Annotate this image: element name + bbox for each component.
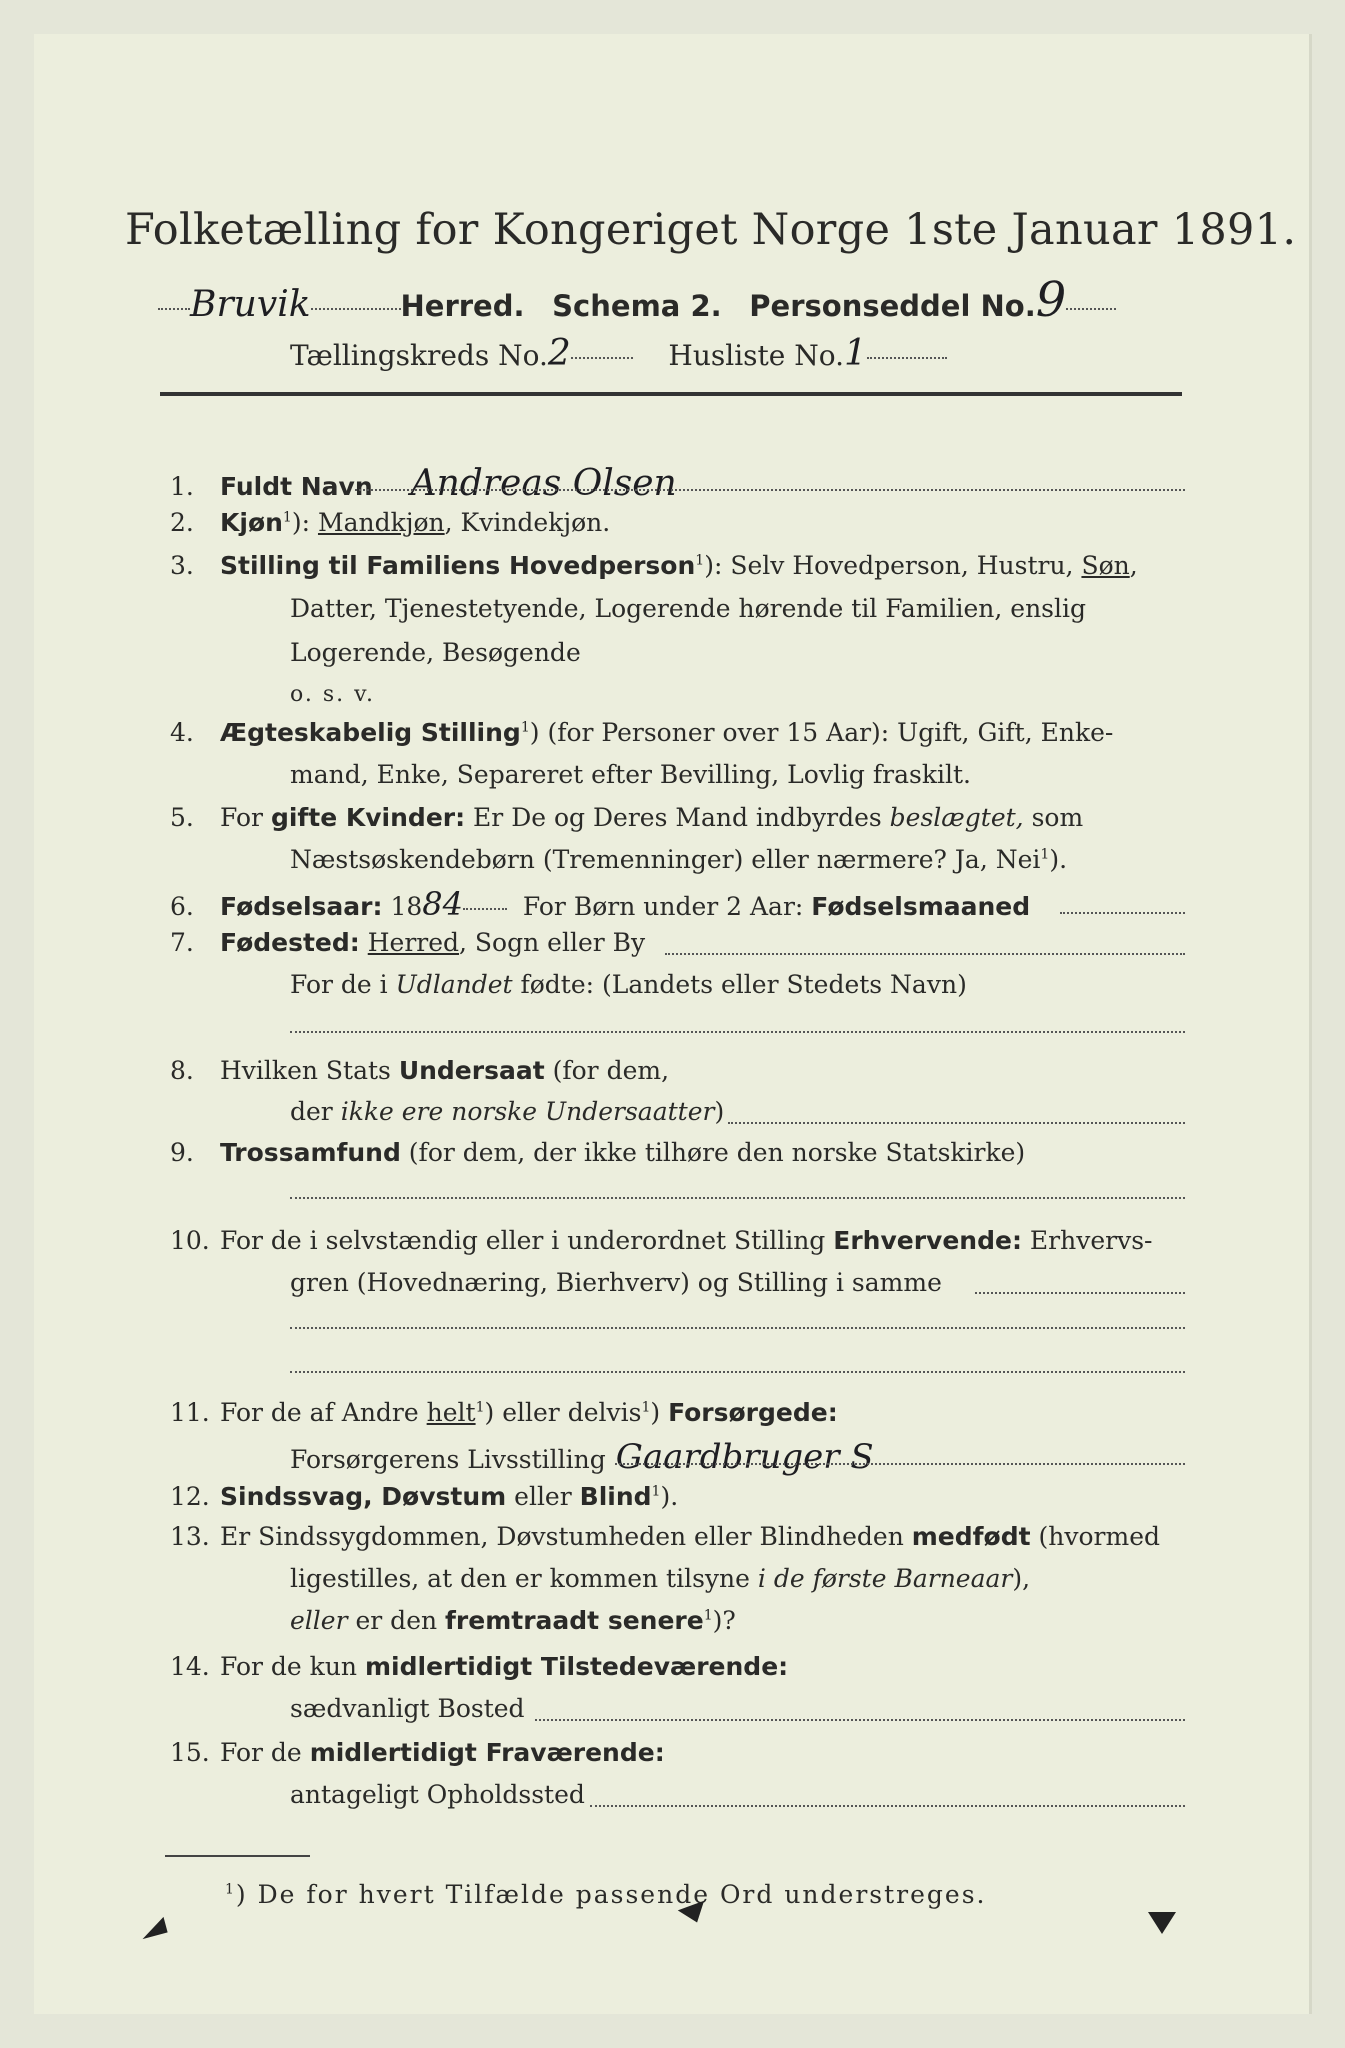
header-line-herred — [158, 272, 1116, 328]
q9-row: 9. Trossamfund (for dem, der ikke tilhøre den norske Statskirke) — [170, 1138, 1026, 1167]
q13-line3: eller er den fremtraadt senere$^1$)? — [290, 1606, 736, 1635]
corner-mark-right-icon — [1148, 1912, 1176, 1934]
q13-label: medfødt — [911, 1522, 1031, 1551]
header-line-kreds — [290, 333, 947, 374]
q1-row: 1. Fuldt Navn Andreas Olsen — [170, 463, 677, 504]
q13-line2: ligestilles, at den er kommen tilsyne i de første Barneaar), — [290, 1564, 1031, 1593]
personseddel-label: Personseddel No. — [749, 289, 1036, 323]
q14-row: 14. For de kun midlertidigt Tilstedeværende: — [170, 1652, 789, 1681]
q3-row: 3. Stilling til Familiens Hovedperson$^1$): Selv Hovedperson, Hustru, Søn, — [170, 551, 1138, 580]
q10-line2: gren (Hovednæring, Bierhverv) og Stilling i samme — [290, 1268, 942, 1297]
q14-label: midlertidigt Tilstedeværende: — [364, 1652, 789, 1681]
q7-option-herred: Herred — [367, 928, 460, 957]
form-title: Folketælling for Kongeriget Norge 1ste Januar 1891. — [125, 205, 1297, 255]
q1-leader — [355, 488, 1185, 491]
q6-row: 6. Fødselsaar: 1884 For Børn under 2 Aar: Fødselsmaaned — [170, 885, 1031, 923]
q11-label: Forsørgede: — [668, 1398, 838, 1427]
q6-label: Fødselsaar: — [220, 892, 383, 921]
q3-line3: Logerende, Besøgende — [290, 638, 581, 667]
q15-row: 15. For de midlertidigt Fraværende: — [170, 1738, 665, 1767]
q12-row: 12. Sindssvag, Døvstum eller Blind$^1$). — [170, 1482, 679, 1511]
q7-line2: For de i Udlandet fødte: (Landets eller Stedets Navn) — [290, 970, 967, 999]
q5-label: gifte Kvinder: — [270, 803, 466, 832]
footnote-rule — [165, 1855, 310, 1857]
q2-row: 2. Kjøn$^1$): Mandkjøn, Kvindekjøn. — [170, 508, 611, 537]
q9-label: Trossamfund — [220, 1138, 401, 1167]
q8-line2: der ikke ere norske Undersaatter) — [290, 1097, 725, 1126]
q3-line2: Datter, Tjenestetyende, Logerende hørende til Familien, enslig — [290, 594, 1087, 623]
kreds-label: Tællingskreds No. — [290, 339, 548, 372]
census-form-page — [34, 34, 1312, 2014]
q11-option-helt: helt — [426, 1398, 476, 1427]
q8-row: 8. Hvilken Stats Undersaat (for dem, — [170, 1056, 670, 1085]
q3-option-son: Søn — [1081, 551, 1130, 580]
q8-leader — [728, 1121, 1185, 1124]
q6-label2: Fødselsmaaned — [811, 892, 1031, 921]
q3-line4: o. s. v. — [290, 682, 375, 707]
q11-value: Gaardbruger S — [615, 1437, 874, 1477]
q7-leader2 — [290, 1030, 1185, 1033]
schema-label: Schema 2. — [552, 289, 722, 323]
q7-label: Fødested: — [220, 928, 360, 957]
q5-row: 5. For gifte Kvinder: Er De og Deres Mand indbyrdes beslægtet, som — [170, 803, 1084, 832]
q13-row: 13. Er Sindssygdommen, Døvstumheden eller Blindheden medfødt (hvormed — [170, 1522, 1160, 1551]
q15-leader — [590, 1804, 1185, 1807]
header-rule — [160, 392, 1182, 396]
herred-label: Herred. — [400, 289, 525, 323]
husliste-label: Husliste No. — [668, 339, 845, 372]
q1-label: Fuldt Navn — [220, 472, 373, 501]
q5-line2: Næstsøskendebørn (Tremenninger) eller nærmere? Ja, Nei$^1$). — [290, 845, 1068, 874]
q15-line2: antageligt Opholdssted — [290, 1780, 585, 1809]
q10-leader3 — [290, 1370, 1185, 1373]
q10-leader2 — [290, 1326, 1185, 1329]
q10-label: Erhvervende: — [833, 1226, 1022, 1255]
q6-year-value: 84 — [422, 885, 463, 923]
kreds-value: 2 — [547, 333, 571, 374]
q6-leader — [1060, 911, 1185, 914]
q10-leader — [975, 1291, 1185, 1294]
q8-label: Undersaat — [398, 1056, 545, 1085]
q2-option-mandkjon: Mandkjøn — [317, 508, 445, 537]
q1-value: Andreas Olsen — [410, 463, 677, 504]
q14-line2: sædvanligt Bosted — [290, 1694, 525, 1723]
q4-line2: mand, Enke, Separeret efter Bevilling, Lovlig fraskilt. — [290, 760, 971, 789]
q9-leader — [290, 1196, 1185, 1199]
q4-row: 4. Ægteskabelig Stilling$^1$) (for Personer over 15 Aar): Ugift, Gift, Enke- — [170, 718, 1114, 747]
q4-label: Ægteskabelig Stilling — [220, 718, 521, 747]
herred-value: Bruvik — [190, 284, 311, 325]
husliste-value: 1 — [844, 333, 867, 374]
q2-label: Kjøn — [220, 508, 283, 537]
q3-label: Stilling til Familiens Hovedperson — [220, 551, 696, 580]
q11-line2: Forsørgerens Livsstilling Gaardbruger S — [290, 1437, 874, 1477]
q11-leader — [615, 1462, 1185, 1465]
q15-label: midlertidigt Fraværende: — [309, 1738, 665, 1767]
personseddel-value: 9 — [1035, 272, 1067, 328]
q10-row: 10. For de i selvstændig eller i underordnet Stilling Erhvervende: Erhvervs- — [170, 1226, 1153, 1255]
q11-row: 11. For de af Andre helt$^1$) eller delvis$^1$) Forsørgede: — [170, 1398, 838, 1427]
footnote: $^1$) De for hvert Tilfælde passende Ord understreges. — [225, 1880, 987, 1909]
q12-label: Sindssvag, Døvstum — [220, 1482, 507, 1511]
q14-leader — [535, 1718, 1185, 1721]
q7-leader — [665, 952, 1185, 955]
q7-row: 7. Fødested: Herred, Sogn eller By — [170, 928, 646, 957]
